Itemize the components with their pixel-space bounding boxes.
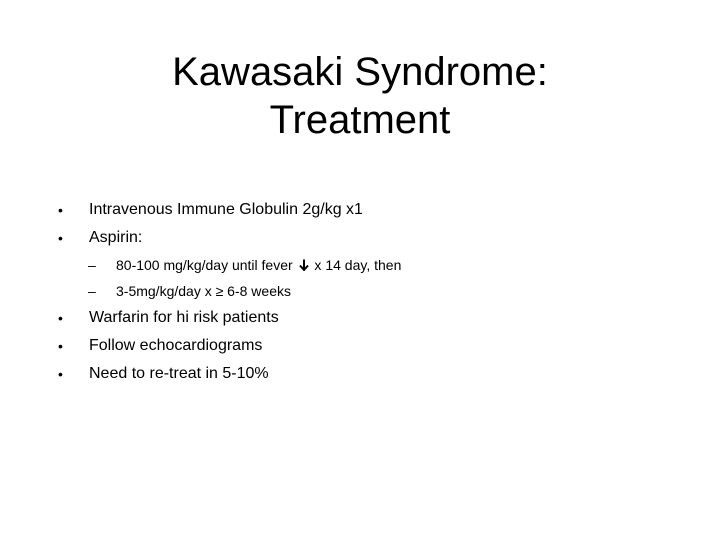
sub-bullet-text: 3-5mg/kg/day x ≥ 6-8 weeks xyxy=(116,283,291,299)
sub-bullet-text-after: x 14 day, then xyxy=(310,257,402,273)
bullet-item-ivig xyxy=(58,200,698,220)
bullet-marker: • xyxy=(58,202,63,218)
bullet-text: Aspirin: xyxy=(89,229,143,246)
down-arrow-icon xyxy=(299,257,309,269)
bullet-marker: • xyxy=(58,338,63,354)
bullet-text: Need to re-treat in 5-10% xyxy=(89,365,269,382)
slide-title xyxy=(0,48,720,144)
bullet-text: Intravenous Immune Globulin 2g/kg x1 xyxy=(89,201,363,218)
sub-bullet-marker: – xyxy=(88,283,96,299)
bullet-marker: • xyxy=(58,366,63,382)
bullet-text: Follow echocardiograms xyxy=(89,337,263,354)
bullet-item-echo xyxy=(58,336,698,356)
bullet-list xyxy=(58,200,698,384)
sub-bullet-item-high-dose xyxy=(58,256,698,274)
sub-bullet-marker: – xyxy=(88,257,96,273)
bullet-text: Warfarin for hi risk patients xyxy=(89,309,279,326)
bullet-item-retreat xyxy=(58,364,698,384)
bullet-item-warfarin xyxy=(58,308,698,328)
bullet-marker: • xyxy=(58,310,63,326)
bullet-marker: • xyxy=(58,230,63,246)
bullet-item-aspirin xyxy=(58,228,698,248)
slide-title-line-2: Treatment xyxy=(269,98,451,142)
sub-bullet-item-low-dose xyxy=(58,282,698,300)
slide-title-line-1: Kawasaki Syndrome: xyxy=(172,50,548,94)
sub-bullet-text-before: 80-100 mg/kg/day until fever xyxy=(116,257,297,273)
